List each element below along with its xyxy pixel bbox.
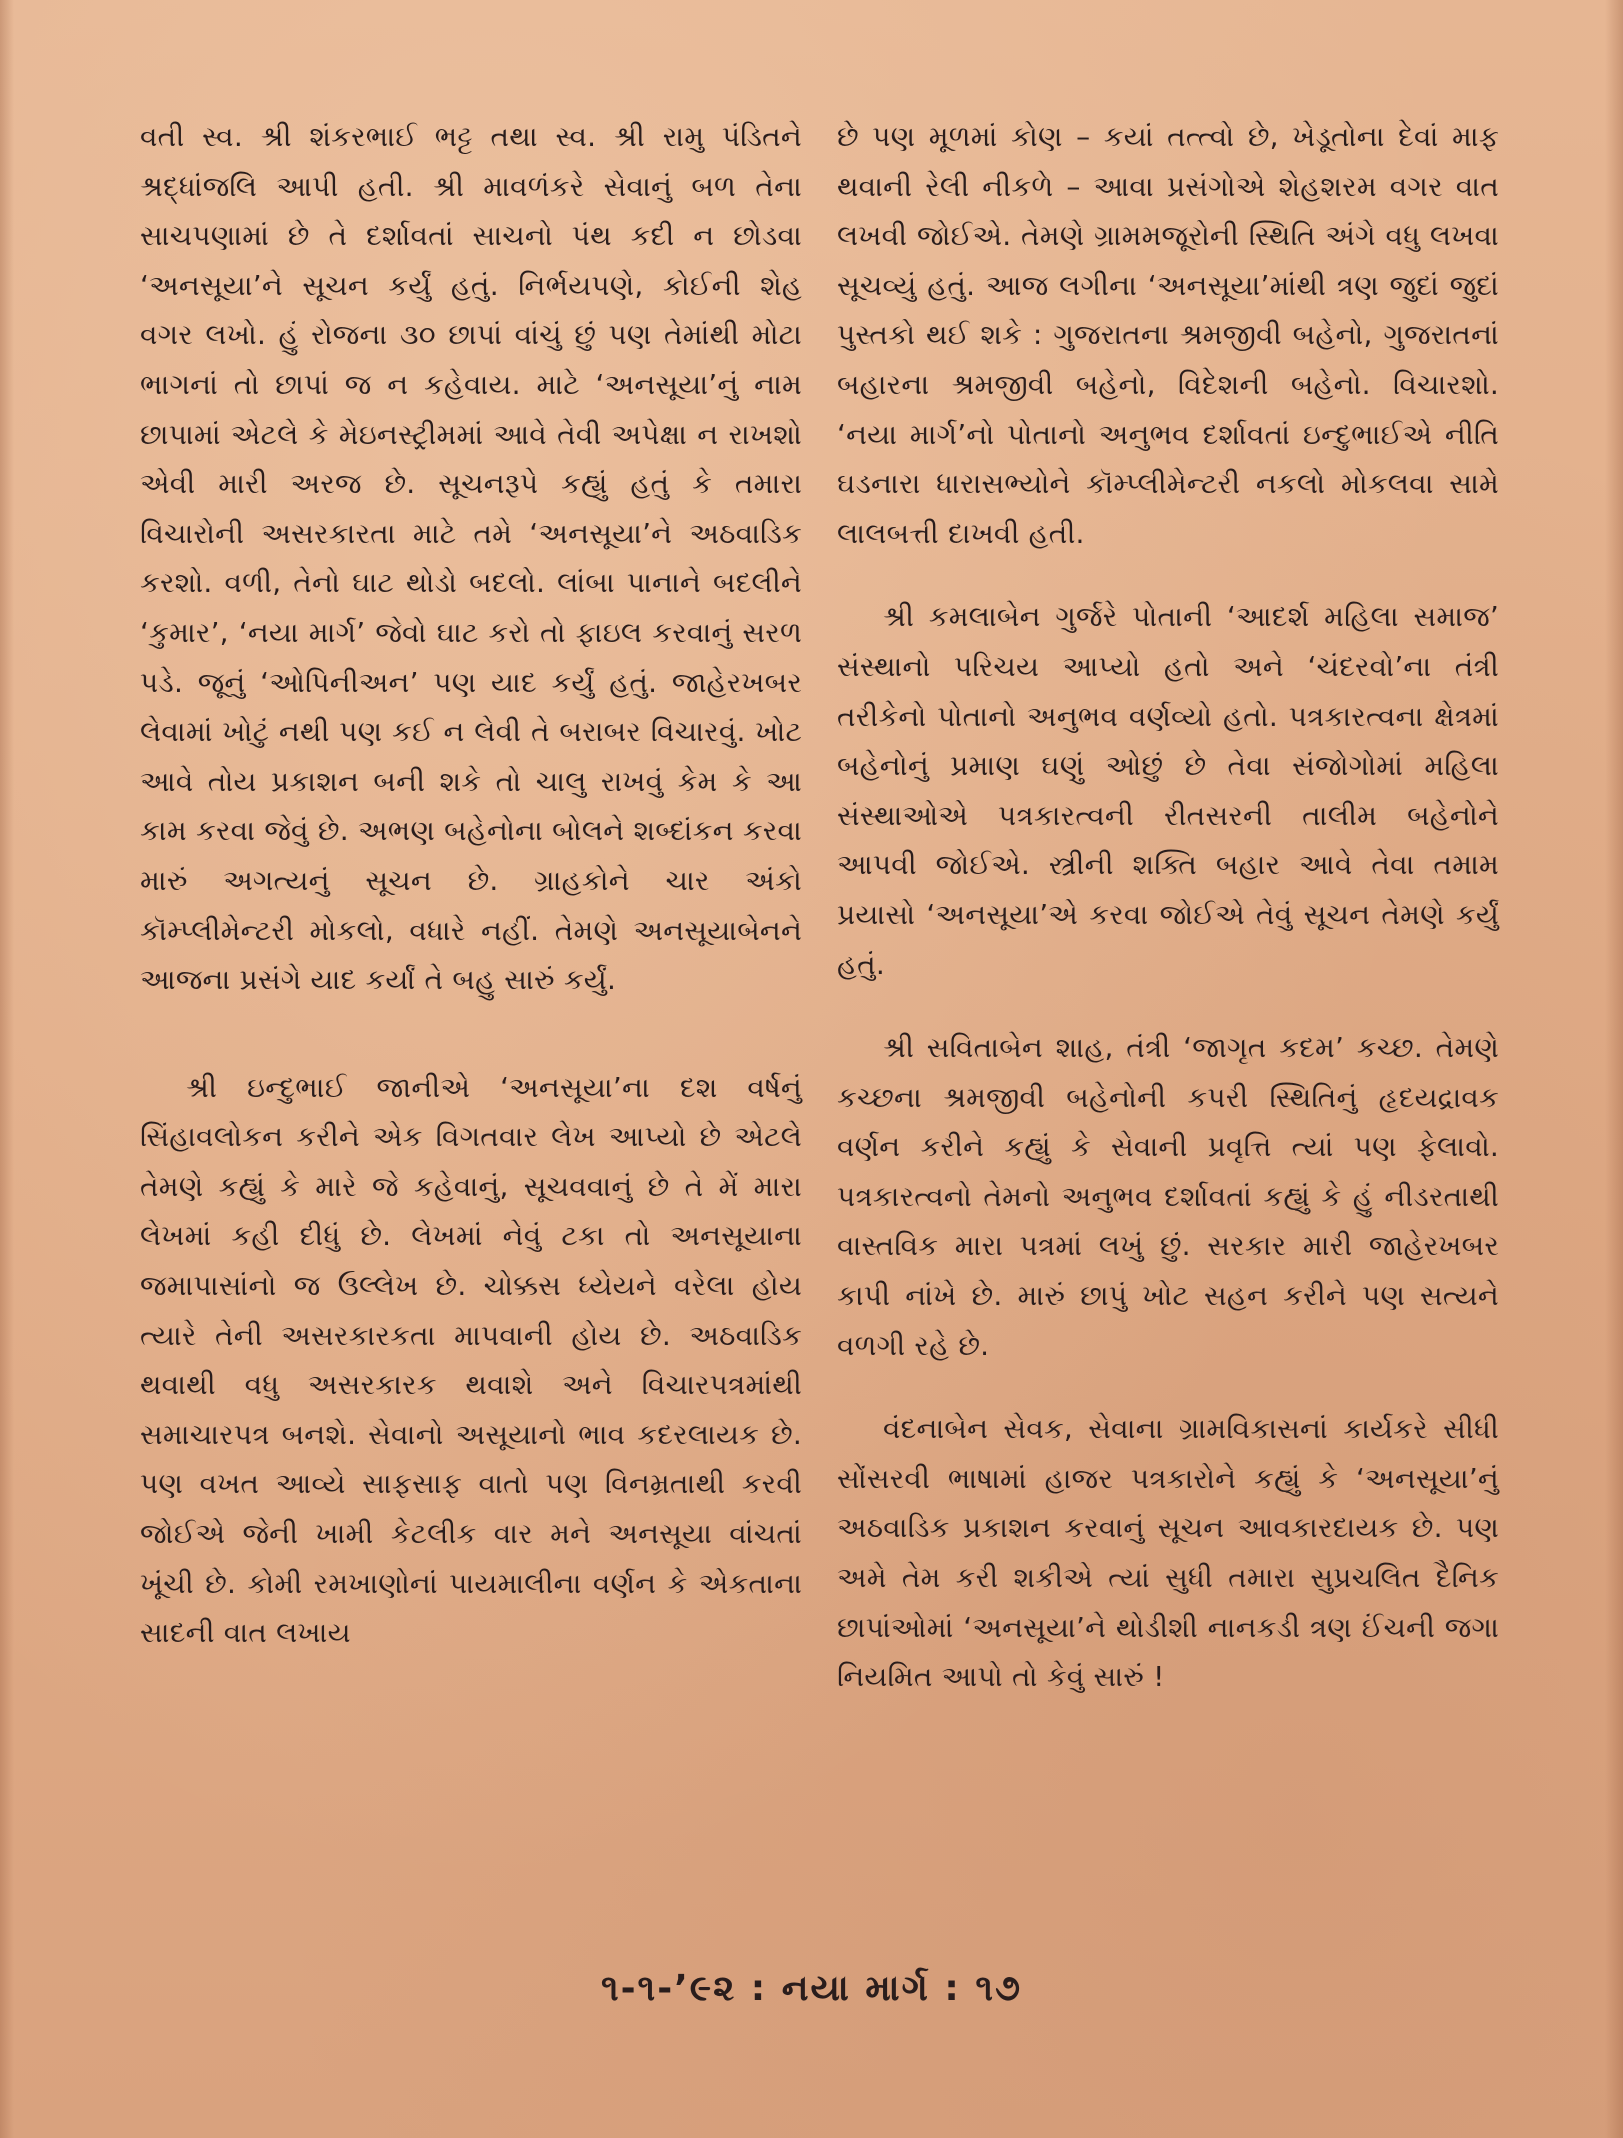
page-edge-shadow-left: [0, 0, 14, 2138]
page-footer: ૧-૧-’૯૨ : નયા માર્ગ : ૧૭: [600, 1968, 1023, 2009]
left-text-column: [140, 112, 802, 1658]
right-paragraph-1: છે પણ મૂળમાં કોણ – કયાં તત્ત્વો છે, ખેડૂતોના દેવાં માફ થવાની રેલી નીકળે – આવા પ્રસંગોએ શેહશરમ વગર વાત લખવી જોઈએ. તેમણે ગ્રામમજૂરોની સ્થિતિ અંગે વધુ લખવા સૂચવ્યું હતું. આજ લગીના ‘અનસૂયા’માંથી ત્રણ જુદાં જુદાં પુસ્તકો થઈ શકે : ગુજરાતના શ્રમજીવી બહેનો, ગુજરાતનાં બહારના શ્રમજીવી બહેનો, વિદેશની બહેનો. વિચારશો. ‘નયા માર્ગ’નો પોતાનો અનુભવ દર્શાવતાં ઇન્દુભાઈએ નીતિ ઘડનારા ધારાસભ્યોને કૉમ્પ્લીમેન્ટરી નકલો મોકલવા સામે લાલબત્તી દાખવી હતી.: [837, 120, 1499, 550]
right-paragraph-4: વંદનાબેન સેવક, સેવાના ગ્રામવિકાસનાં કાર્યકરે સીધી સોંસરવી ભાષામાં હાજર પત્રકારોને કહ્યું કે ‘અનસૂયા’નું અઠવાડિક પ્રકાશન કરવાનું સૂચન આવકારદાયક છે. પણ અમે તેમ કરી શકીએ ત્યાં સુધી તમારા સુપ્રચલિત દૈનિક છાપાંઓમાં ‘અનસૂયા’ને થોડીશી નાનકડી ત્રણ ઈંચની જગા નિયમિત આપો તો કેવું સારું !: [837, 1412, 1499, 1694]
left-paragraph-1: વતી સ્વ. શ્રી શંકરભાઈ ભટ્ટ તથા સ્વ. શ્રી રામુ પંડિતને શ્રદ્ધાંજલિ આપી હતી. શ્રી માવળંકરે સેવાનું બળ તેના સાચપણામાં છે તે દર્શાવતાં સાચનો પંથ કદી ન છોડવા ‘અનસૂયા’ને સૂચન કર્યું હતું. નિર્ભયપણે, કોઈની શેહ વગર લખો. હું રોજના ૩૦ છાપાં વાંચું છું પણ તેમાંથી મોટા ભાગનાં તો છાપાં જ ન કહેવાય. માટે ‘અનસૂયા’નું નામ છાપામાં એટલે કે મેઇનસ્ટ્રીમમાં આવે તેવી અપેક્ષા ન રાખશો એવી મારી અરજ છે. સૂચનરૂપે કહ્યું હતું કે તમારા વિચારોની અસરકારતા માટે તમે ‘અનસૂયા’ને અઠવાડિક કરશો. વળી, તેનો ઘાટ થોડો બદલો. લાંબા પાનાને બદલીને ‘કુમાર’, ‘નયા માર્ગ’ જેવો ઘાટ કરો તો ફાઇલ કરવાનું સરળ પડે. જૂનું ‘ઓપિનીઅન’ પણ યાદ કર્યું હતું. જાહેરખબર લેવામાં ખોટું નથી પણ કઈ ન લેવી તે બરાબર વિચારવું. ખોટ આવે તોય પ્રકાશન બની શકે તો ચાલુ રાખવું કેમ કે આ કામ કરવા જેવું છે. અભણ બહેનોના બોલને શબ્દાંકન કરવા મારું અગત્યનું સૂચન છે. ગ્રાહકોને ચાર અંકો કૉમ્પ્લીમેન્ટરી મોકલો, વધારે નહીં. તેમણે અનસૂયાબેનને આજના પ્રસંગે યાદ કર્યાં તે બહુ સારું કર્યું.: [140, 120, 802, 997]
left-paragraph-2: શ્રી ઇન્દુભાઈ જાનીએ ‘અનસૂયા’ના દશ વર્ષનું સિંહાવલોકન કરીને એક વિગતવાર લેખ આપ્યો છે એટલે તેમણે કહ્યું કે મારે જે કહેવાનું, સૂચવવાનું છે તે મેં મારા લેખમાં કહી દીધું છે. લેખમાં નેવું ટકા તો અનસૂયાના જમાપાસાંનો જ ઉલ્લેખ છે. ચોક્કસ ધ્યેયને વરેલા હોય ત્યારે તેની અસરકારકતા માપવાની હોય છે. અઠવાડિક થવાથી વધુ અસરકારક થવાશે અને વિચારપત્રમાંથી સમાચારપત્ર બનશે. સેવાનો અસૂયાનો ભાવ કદરલાયક છે. પણ વખત આવ્યે સાફસાફ વાતો પણ વિનમ્રતાથી કરવી જોઈએ જેની ખામી કેટલીક વાર મને અનસૂયા વાંચતાં ખૂંચી છે. કોમી રમખાણોનાં પાયમાલીના વર્ણન કે એકતાના સાદની વાત લખાય: [140, 1070, 802, 1650]
right-text-column: [837, 112, 1499, 1702]
right-paragraph-3: શ્રી સવિતાબેન શાહ, તંત્રી ‘જાગૃત કદમ’ કચ્છ. તેમણે કચ્છના શ્રમજીવી બહેનોની કપરી સ્થિતિનું હૃદયદ્રાવક વર્ણન કરીને કહ્યું કે સેવાની પ્રવૃત્તિ ત્યાં પણ ફેલાવો. પત્રકારત્વનો તેમનો અનુભવ દર્શાવતાં કહ્યું કે હું નીડરતાથી વાસ્તવિક મારા પત્રમાં લખું છું. સરકાર મારી જાહેરખબર કાપી નાંખે છે. મારું છાપું ખોટ સહન કરીને પણ સત્યને વળગી રહે છે.: [837, 1031, 1499, 1362]
page-edge-shadow-right: [1605, 0, 1623, 2138]
right-paragraph-2: શ્રી કમલાબેન ગુર્જરે પોતાની ‘આદર્શ મહિલા સમાજ’ સંસ્થાનો પરિચય આપ્યો હતો અને ‘ચંદરવો’ના તંત્રી તરીકેનો પોતાનો અનુભવ વર્ણવ્યો હતો. પત્રકારત્વના ક્ષેત્રમાં બહેનોનું પ્રમાણ ઘણું ઓછું છે તેવા સંજોગોમાં મહિલા સંસ્થાઓએ પત્રકારત્વની રીતસરની તાલીમ બહેનોને આપવી જોઈએ. સ્ત્રીની શક્તિ બહાર આવે તેવા તમામ પ્રયાસો ‘અનસૂયા’એ કરવા જોઈએ તેવું સૂચન તેમણે કર્યું હતું.: [837, 600, 1499, 981]
